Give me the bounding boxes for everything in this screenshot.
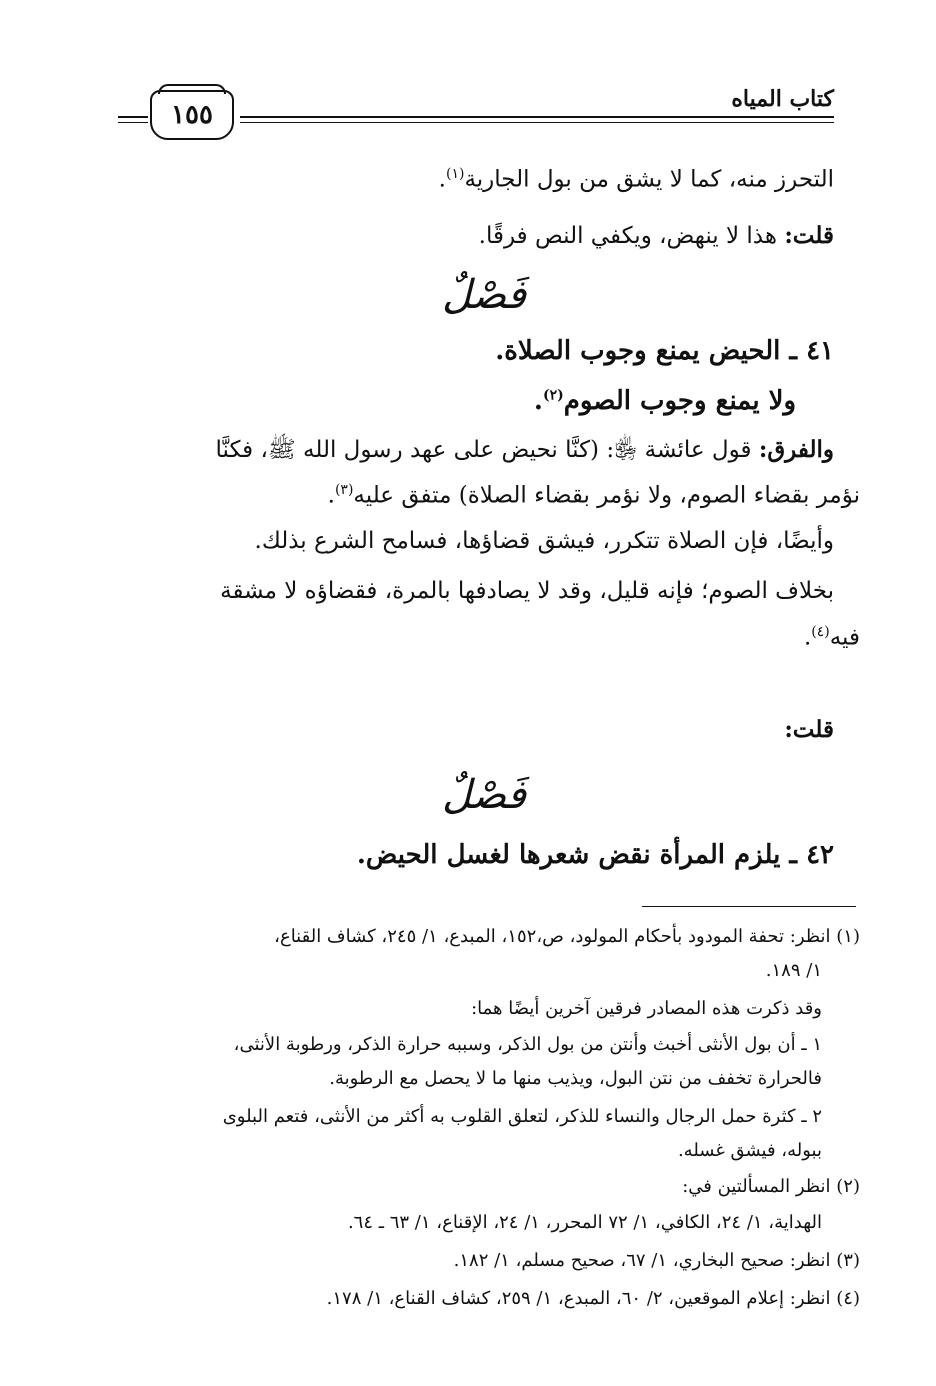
item-41-subheading — [534, 386, 796, 416]
footnote-ref: (٢) — [542, 387, 564, 404]
qultu-line — [479, 222, 834, 251]
period: . — [438, 166, 446, 193]
footnote-1-line-3: وقد ذكرت هذه المصادر فرقين آخرين أيضًا هما: — [471, 998, 822, 1019]
footnote-ref: (٣) — [334, 482, 354, 498]
footnote-1-line-7: ببوله، فيشق غسله. — [677, 1140, 822, 1161]
header-rule-right-thin — [240, 122, 834, 123]
header-rule-left-thin — [118, 122, 148, 123]
footnote-1-line-2: ١/ ١٨٩. — [765, 960, 822, 981]
text-span: هذا لا ينهض، ويكفي النص فرقًا. — [478, 223, 785, 249]
period: . — [533, 386, 543, 416]
header-rule-left — [118, 116, 148, 118]
farq-line-2 — [328, 482, 860, 510]
item-41-heading: ٤١ ـ الحيض يمنع وجوب الصلاة. — [495, 336, 834, 366]
qultu-empty-label: قلت: — [784, 716, 834, 743]
paragraph-line — [439, 166, 834, 194]
farq-line-1 — [216, 436, 834, 465]
section-heading-fasl: فَصْلٌ — [442, 272, 527, 318]
text-span: التحرز منه، كما لا يشق من بول الجارية — [464, 166, 834, 193]
chapter-title: كتاب المياه — [731, 86, 834, 112]
bikhilaf-line-2 — [804, 624, 860, 652]
footnote-1-line-5: فالحرارة تخفف من نتن البول، ويذيب منها ما لا يحصل مع الرطوبة. — [329, 1068, 822, 1089]
footnote-1-line-1: (١) انظر: تحفة المودود بأحكام المولود، ص،١٥٢، المبدع، ١/ ٢٤٥، كشاف القناع، — [274, 926, 860, 947]
bikhilaf-line-1: بخلاف الصوم؛ فإنه قليل، وقد لا يصادفها بالمرة، فقضاؤه لا مشقة — [220, 578, 834, 604]
footnote-ref: (٤) — [811, 624, 830, 640]
footnote-1-line-6: ٢ ـ كثرة حمل الرجال والنساء للذكر، لتعلق القلوب به أكثر من الأنثى، فتعم البلوى — [222, 1106, 822, 1127]
text-span: نؤمر بقضاء الصوم، ولا نؤمر بقضاء الصلاة) متفق عليه — [353, 482, 860, 509]
text-span: قول عائشة ﵂: (كنَّا نحيض على عهد رسول الله ﷺ، فكنَّا — [215, 437, 759, 463]
footnote-4: (٤) انظر: إعلام الموقعين، ٢/ ٦٠، المبدع، ١/ ٢٥٩، كشاف القناع، ١/ ١٧٨. — [326, 1288, 860, 1309]
footnote-ref: (١) — [445, 166, 465, 182]
page-number: ١٥٥ — [171, 100, 213, 130]
footnote-separator — [642, 906, 856, 907]
aydan-line: وأيضًا، فإن الصلاة تتكرر، فيشق قضاؤها، فسامح الشرع بذلك. — [254, 528, 834, 554]
header-rule-right — [240, 116, 834, 118]
period: . — [327, 482, 335, 509]
text-span: ولا يمنع وجوب الصوم — [563, 386, 796, 416]
qultu-label: قلت: — [784, 222, 834, 249]
footnote-2-line-2: الهداية، ١/ ٢٤، الكافي، ١/ ٧٢ المحرر، ١/ ٢٤، الإقناع، ١/ ٦٣ ـ ٦٤. — [347, 1212, 822, 1233]
item-42-heading: ٤٢ ـ يلزم المرأة نقض شعرها لغسل الحيض. — [356, 840, 834, 870]
period: . — [803, 624, 812, 651]
footnote-1-line-4: ١ ـ أن بول الأنثى أخبث وأنتن من بول الذكر، وسببه حرارة الذكر، ورطوبة الأنثى، — [233, 1034, 822, 1055]
footnote-3: (٣) انظر: صحيح البخاري، ١/ ٦٧، صحيح مسلم، ١/ ١٨٢. — [453, 1250, 860, 1271]
footnote-2-line-1: (٢) انظر المسألتين في: — [682, 1176, 860, 1197]
farq-label: والفرق: — [758, 436, 834, 463]
section-heading-fasl-2: فَصْلٌ — [442, 772, 527, 818]
page-number-frame — [150, 90, 234, 140]
text-span: فيه — [829, 624, 860, 651]
